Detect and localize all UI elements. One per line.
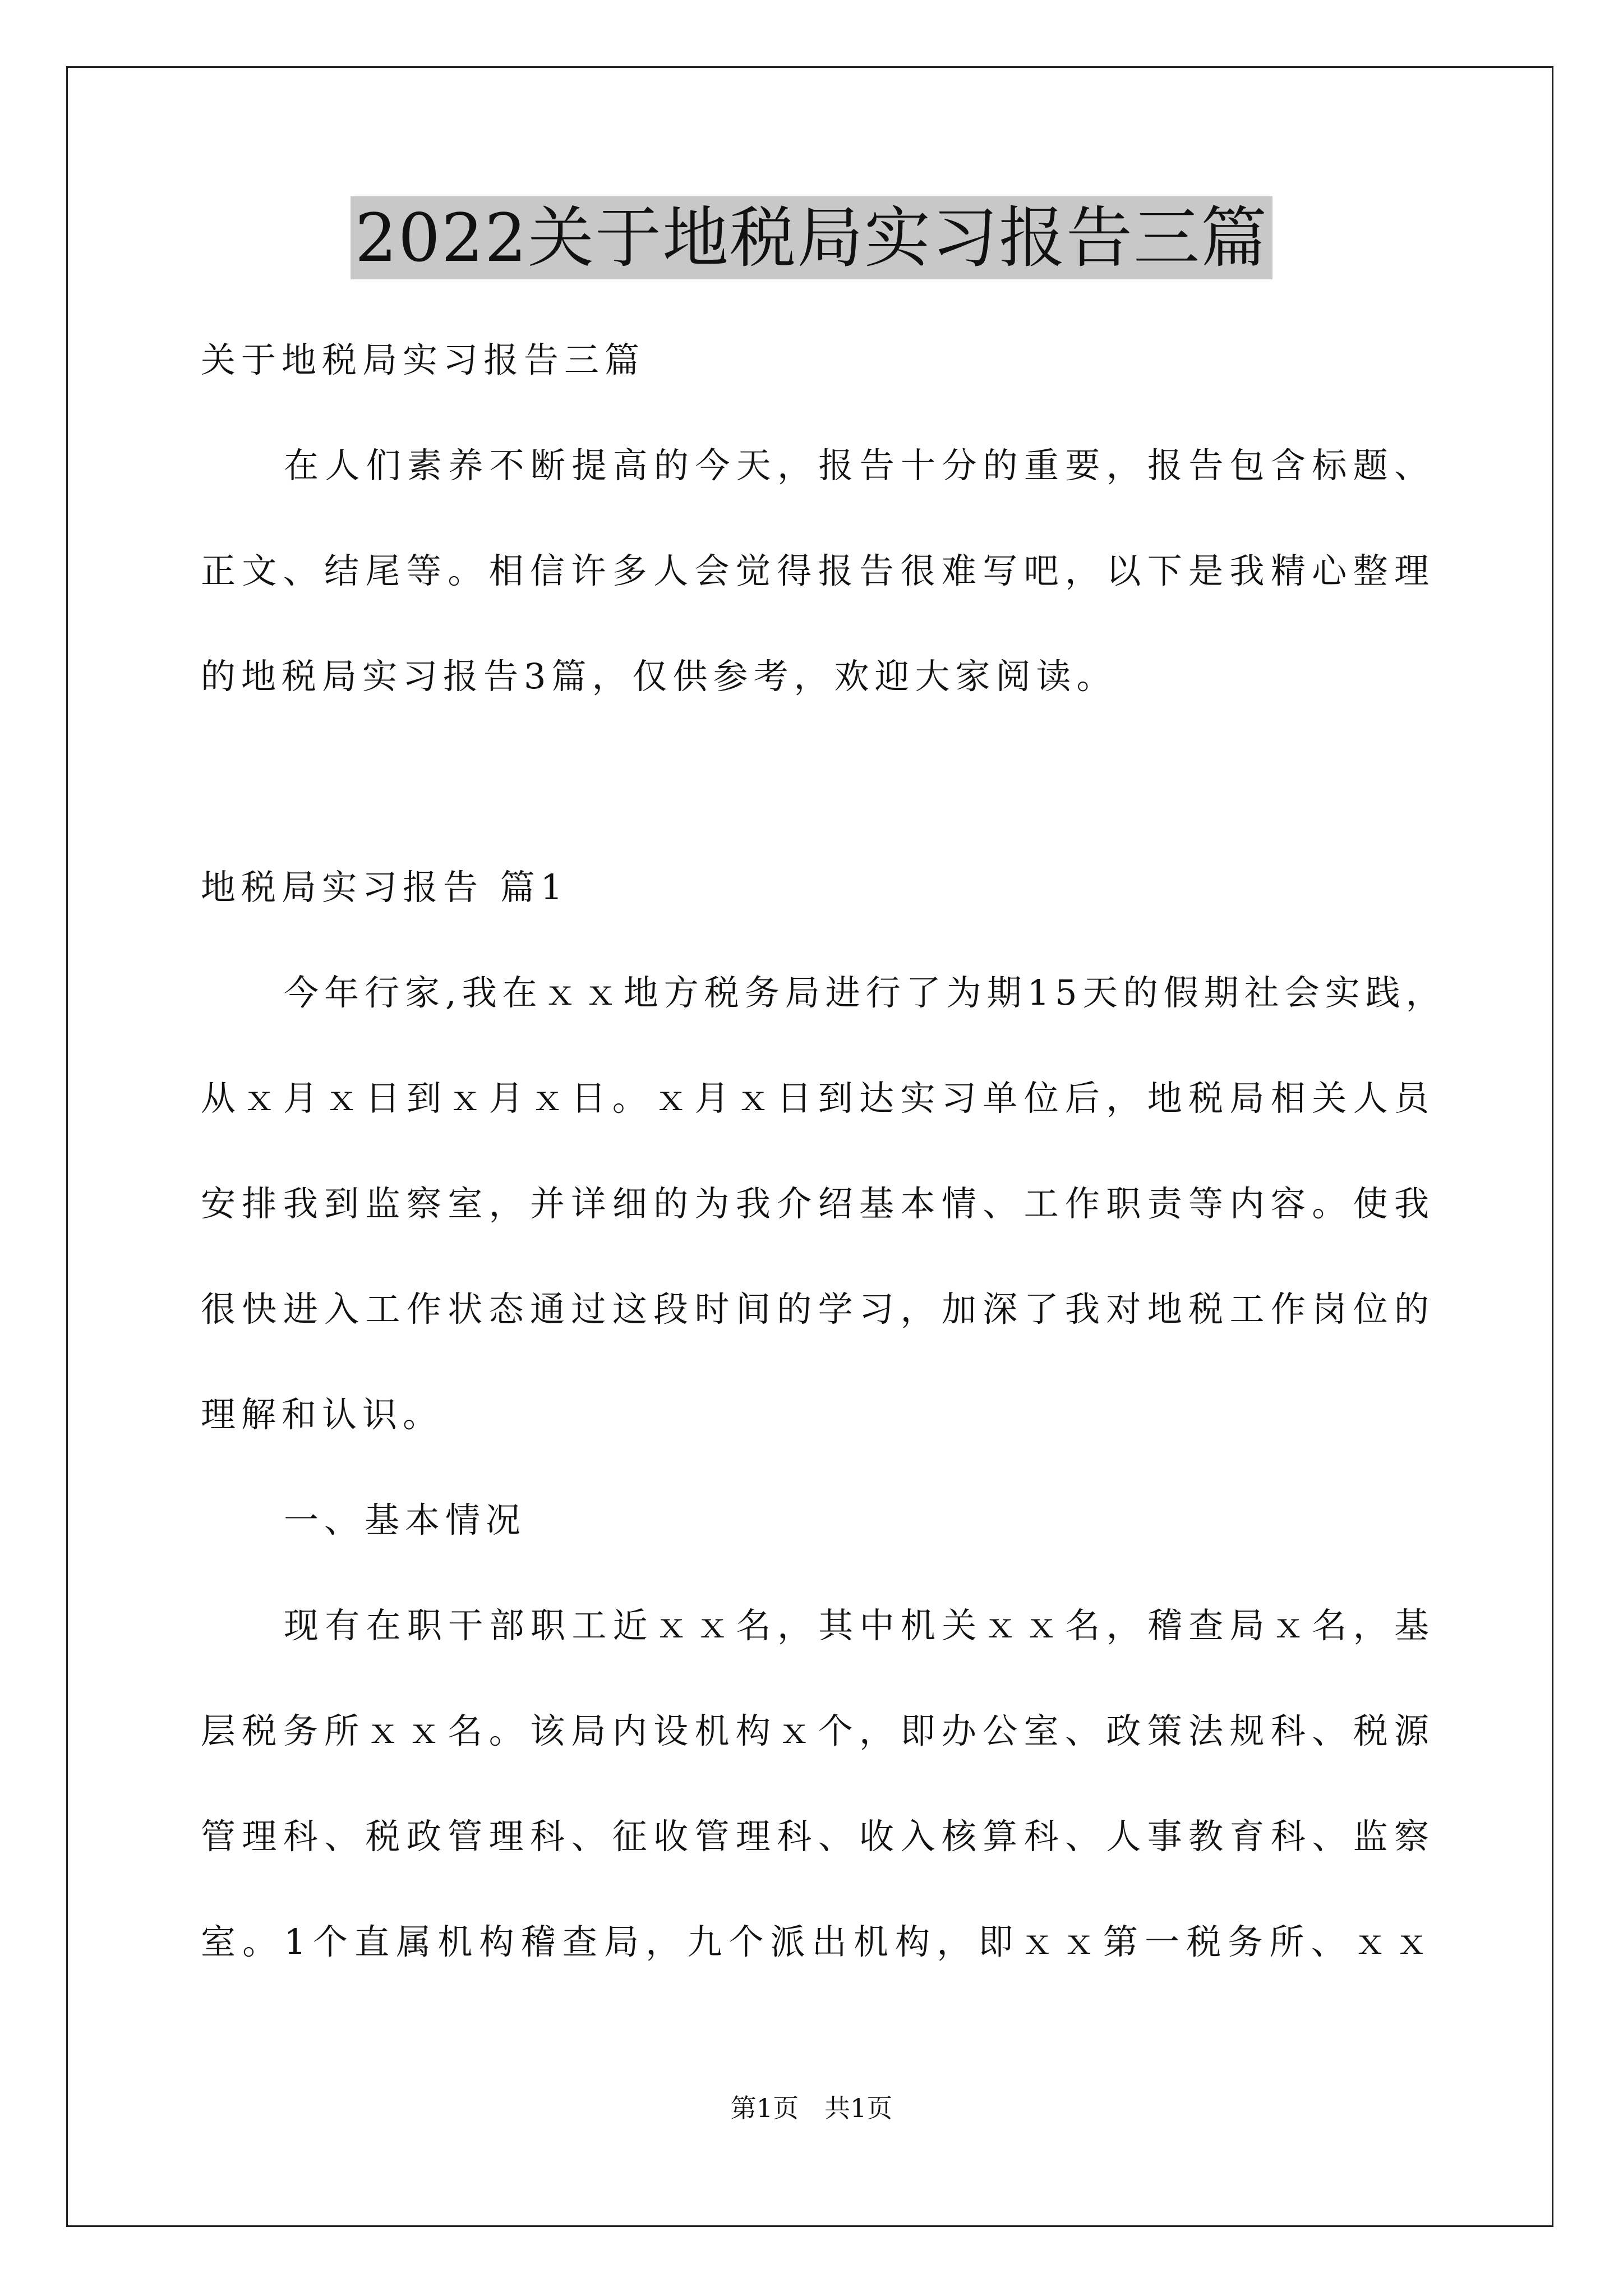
- paragraph-line: 从ｘ月ｘ日到ｘ月ｘ日。ｘ月ｘ日到达实习单位后，地税局相关人员: [201, 1078, 1435, 1119]
- blank-line: [201, 729, 1435, 835]
- paragraph-line: 正文、结尾等。相信许多人会觉得报告很难写吧，以下是我精心整理: [201, 550, 1435, 591]
- paragraph-line: 管理科、税政管理科、征收管理科、收入核算科、人事教育科、监察: [201, 1816, 1435, 1857]
- paragraph-line: 今年行家,我在ｘｘ地方税务局进行了为期15天的假期社会实践，: [284, 972, 1446, 1013]
- paragraph-line: 很快进入工作状态通过这段时间的学习，加深了我对地税工作岗位的: [201, 1289, 1435, 1329]
- title-wrap: [0, 196, 1623, 279]
- document-body: [201, 307, 1446, 1995]
- subsection-heading: 一、基本情况: [284, 1499, 527, 1540]
- document-title: 2022关于地税局实习报告三篇: [351, 196, 1272, 279]
- paragraph-line: 在人们素养不断提高的今天，报告十分的重要，报告包含标题、: [284, 445, 1435, 486]
- page-footer: 第1页 共1页: [730, 2093, 893, 2123]
- paragraph-line: 的地税局实习报告3篇，仅供参考，欢迎大家阅读。: [201, 656, 1117, 697]
- paragraph-line: 现有在职干部职工近ｘｘ名，其中机关ｘｘ名，稽查局ｘ名，基: [284, 1605, 1435, 1646]
- doc-subtitle: 关于地税局实习报告三篇: [201, 339, 645, 380]
- section-heading: 地税局实习报告 篇1: [201, 867, 569, 908]
- paragraph-line: 理解和认识。: [201, 1394, 444, 1435]
- paragraph-line: 室。1个直属机构稽查局，九个派出机构，即ｘｘ第一税务所、ｘｘ: [201, 1921, 1435, 1962]
- paragraph-line: 安排我到监察室，并详细的为我介绍基本情、工作职责等内容。使我: [201, 1183, 1435, 1224]
- paragraph-line: 层税务所ｘｘ名。该局内设机构ｘ个，即办公室、政策法规科、税源: [201, 1710, 1435, 1751]
